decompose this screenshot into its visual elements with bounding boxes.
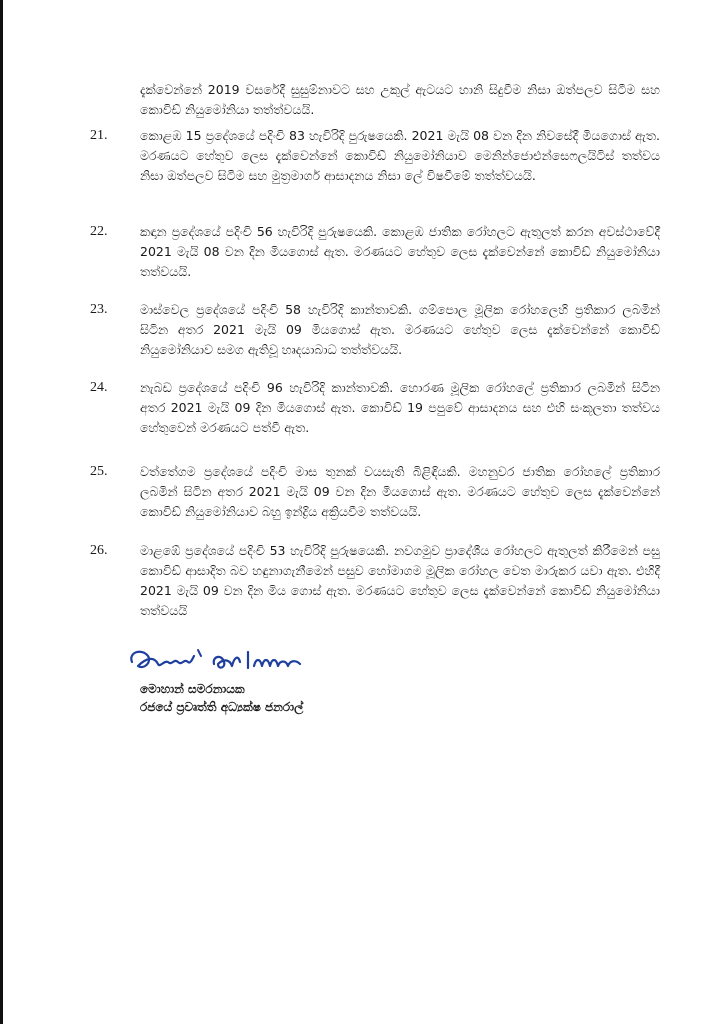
signer-title: රජයේ ප්‍රවෘත්ති අධ්‍යක්ෂ ජනරාල්: [140, 700, 304, 714]
entry-number: 23.: [90, 302, 108, 317]
signer-name: මොහාන් සමරනායක: [140, 682, 245, 696]
entry-number: 25.: [90, 464, 108, 479]
entry-number: 24.: [90, 380, 108, 395]
entry-number: 22.: [90, 224, 108, 239]
entry-number: 26.: [90, 543, 108, 558]
continuation-paragraph: දැක්වෙන්නේ 2019 වසරේදී සුසුම්නාවට සහ උකුල් ඇටයට හානි සිදුවීම නිසා ඔත්පලව සිටීම සහ කොවිඩ් නියුමෝනියා තත්ත්වයයි.: [140, 82, 660, 117]
entry-text: වත්තේගම ප්‍රදේශයේ පදිංචි මාස තුනක් වයසැති බිළිඳියකි. මහනුවර ජාතික රෝහලේ ප්‍රතිකාර ලබමින් සිටින අතර 2021 මැයි 09 වන දින මියගොස් ඇත. මරණයට හේතුව ලෙස දැක්වෙන්නේ කොවිඩ් නියුමෝනියාව බහු ඉන්ද්‍රිය අක්‍රියවීම තත්වයයි.: [140, 464, 660, 519]
entry-text: මාස්වෙල ප්‍රදේශයේ පදිංචි 58 හැවිරිදි කාන්තාවකි. ගම්පොල මූලික රෝහලෙහි ප්‍රතිකාර ලබමින් සිටින අතර 2021 මැයි 09 මියගොස් ඇත. මරණයට හේතුව ලෙස දැක්වෙන්නේ කොවිඩ් නියුමෝනියාව සමග ඇතිවූ හෘදයාබාධ තත්ත්වයයි.: [140, 302, 660, 357]
entry-number: 21.: [90, 128, 108, 143]
entry-text: කඳාන ප්‍රදේශයේ පදිංචි 56 හැවිරිදි පුරුෂයෙකි. කොළඹ ජාතික රෝහලට ඇතුලත් කරන අවස්ථාවේදී 2021 මැයි 08 වන දින මියගොස් ඇත. මරණයට හේතුව ලෙස දැක්වෙන්නේ කොවිඩ් නියුමෝනියා තත්වයයි.: [140, 224, 660, 279]
handwritten-signature: [124, 640, 324, 684]
entry-text: කොළඹ 15 ප්‍රදේශයේ පදිංචි 83 හැවිරිදි පුරුෂයෙකි. 2021 මැයි 08 වන දින නිවසේදී මියගොස් ඇත. මරණයට හේතුව ලෙස දැක්වෙන්නේ කොවිඩ් නියුමෝනියාව මෙනින්ජොඑන්සෙෆලයිටිස් තත්වය නිසා ඔත්පලව සිටීම සහ මුත්‍රමාර්ග ආසාදනය නිසා ලේ විෂවීමේ තත්ත්වයයි.: [140, 128, 660, 183]
entry-text: නැබඩ ප්‍රදේශයේ පදිංචි 96 හැවිරිදි කාන්තාවකි. හොරණ මූලික රෝහලේ ප්‍රතිකාර ලබමින් සිටින අතර 2021 මැයි 09 දින මියගොස් ඇත. කොවිඩ් 19 පපුවේ ආසාදනය සහ එහි සංකූලතා තත්වය හේතුවෙන් මරණයට පත්වී ඇත.: [140, 380, 660, 435]
entry-text: මාළඹේ ප්‍රදේශයේ පදිංචි 53 හැවිරිදි පුරුෂයෙකි. නවගමුව ප්‍රාදේශීය රෝහලට ඇතුලත් කිරීමෙන් පසු කොවිඩ් ආසාදිත බව හඳුනාගැනීමෙන් පසුව හෝමාගම මූලික රෝහල වෙත මාරුකර යවා ඇත. එහිදී 2021 මැයි 09 වන දින මිය ගොස් ඇත. මරණයට හේතුව ලෙස දැක්වෙන්නේ කොවිඩ් නියුමෝනියා තත්වයයි: [140, 543, 660, 618]
scan-edge-line: [0, 0, 3, 1024]
